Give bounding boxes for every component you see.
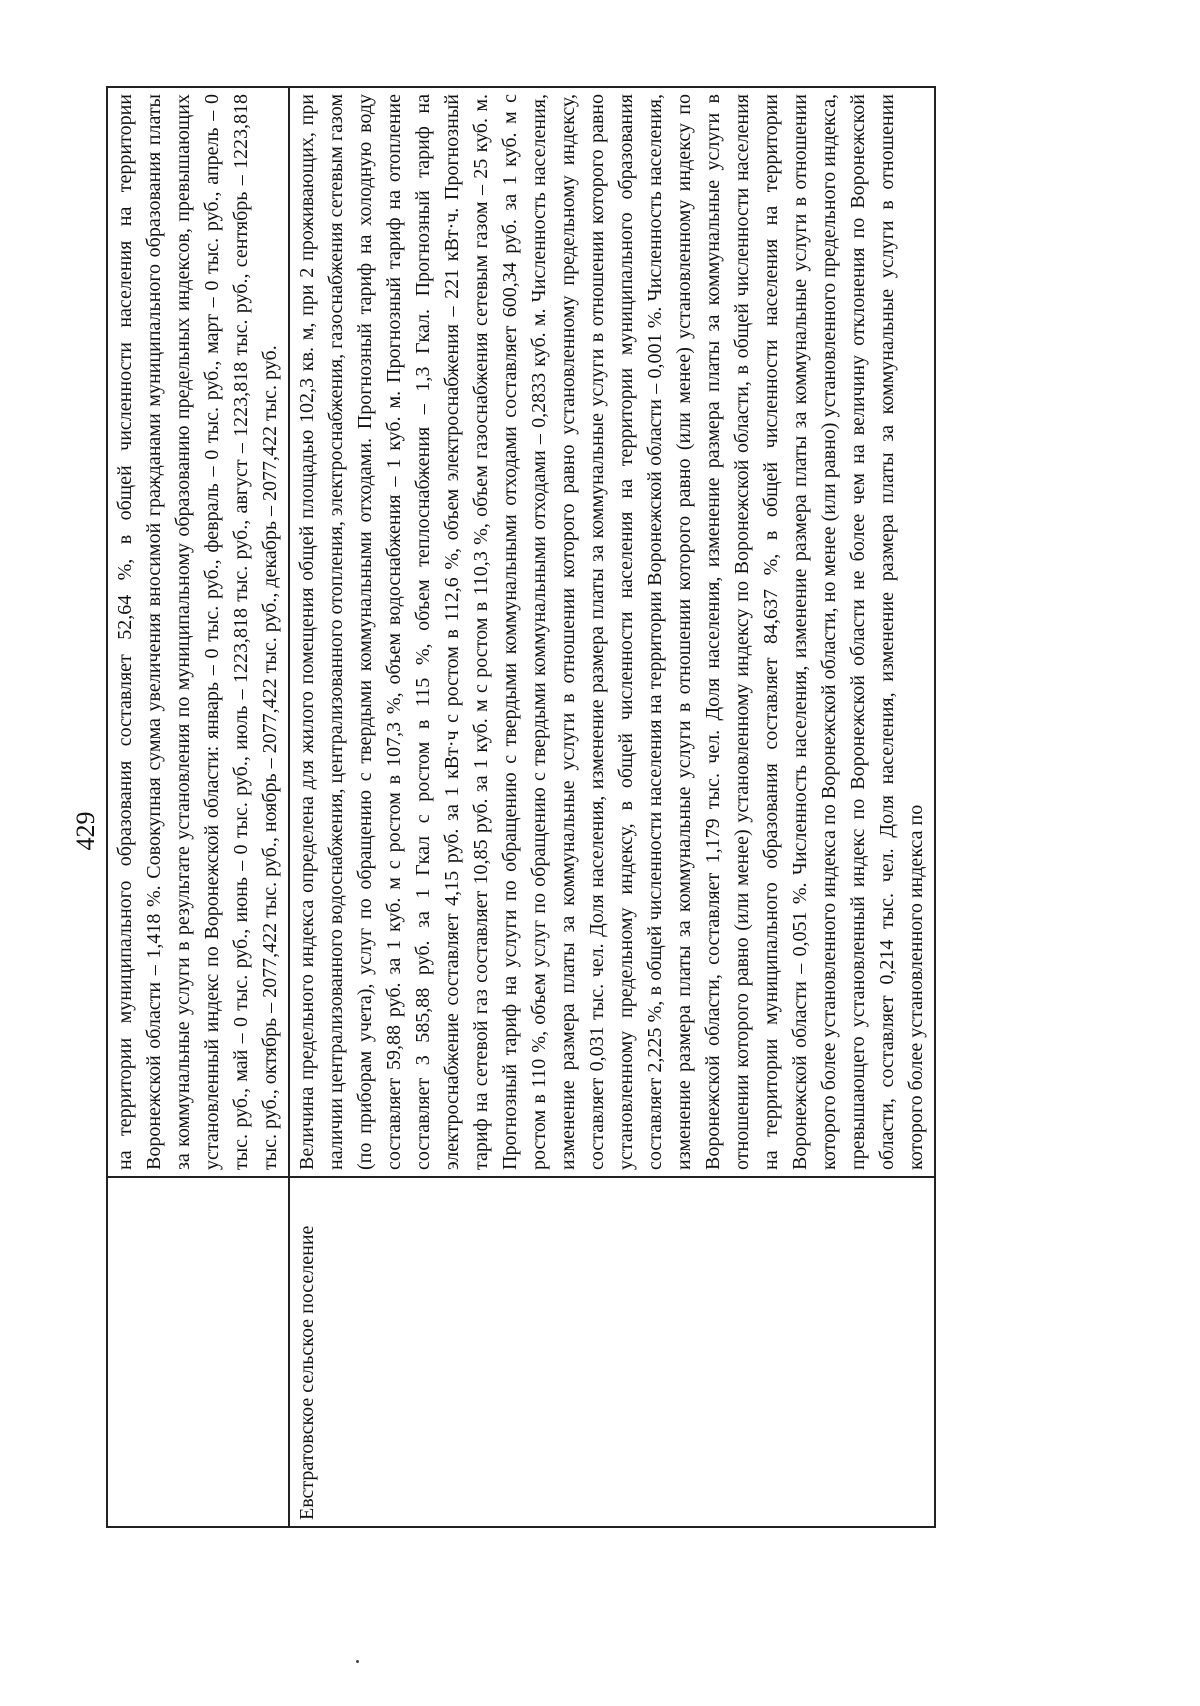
scan-speck [356, 1660, 359, 1663]
table-row [289, 87, 935, 1527]
municipality-name-cell: Евстратовское сельское поселение [289, 1177, 935, 1527]
municipality-name-cell [107, 1177, 289, 1527]
page-number: 429 [71, 811, 100, 851]
index-description-cell: на территории муниципального образования составляет 52,64 %, в общей численности населения на территории Воронежской области – 1,418 %. Совокупная сумма увеличения вносимой гражданами муниципального образования платы за коммунальные услуги в результате установления по муниципальному образованию предельных индексов, превышающих установленный индекс по Воронежской области: январь – 0 тыс. руб., февраль – 0 тыс. руб., март – 0 тыс. руб., апрель – 0 тыс. руб., май – 0 тыс. руб., июнь – 0 тыс. руб., июль – 1223,818 тыс. руб., август – 1223,818 тыс. руб., сентябрь – 1223,818 тыс. руб., октябрь – 2077,422 тыс. руб., ноябрь – 2077,422 тыс. руб., декабрь – 2077,422 тыс. руб. [107, 87, 289, 1177]
rotated-landscape-page [106, 86, 1081, 1528]
document-table [106, 86, 936, 1528]
document-table-frame [106, 86, 1081, 1528]
index-description-cell: Величина предельного индекса определена для жилого помещения общей площадью 102,3 кв. м, при 2 проживающих, при наличии централизованного водоснабжения, централизованного отопления, электроснабжения, газоснабжения сетевым газом (по приборам учета), услуг по обращению с твердыми коммунальными отходами. Прогнозный тариф на холодную воду составляет 59,88 руб. за 1 куб. м с ростом в 107,3 %, объем водоснабжения – 1 куб. м. Прогнозный тариф на отопление составляет 3 585,88 руб. за 1 Гкал с ростом в 115 %, объем теплоснабжения – 1,3 Гкал. Прогнозный тариф на электроснабжение составляет 4,15 руб. за 1 кВт·ч с ростом в 112,6 %, объем электроснабжения – 221 кВт·ч. Прогнозный тариф на сетевой газ составляет 10,85 руб. за 1 куб. м с ростом в 110,3 %, объем газоснабжения сетевым газом – 25 куб. м. Прогнозный тариф на услуги по обращению с твердыми коммунальными отходами составляет 600,34 руб. за 1 куб. м с ростом в 110 %, объем услуг по обращению с твердыми коммунальными отходами – 0,2833 куб. м. Численность населения, изменение размера платы за коммунальные услуги в отношении которого равно установленному предельному индексу, составляет 0,031 тыс. чел. Доля населения, изменение размера платы за коммунальные услуги в отношении которого равно установленному предельному индексу, в общей численности населения на территории муниципального образования составляет 2,225 %, в общей численности населения на территории Воронежской области – 0,001 %. Численность населения, изменение размера платы за коммунальные услуги в отношении которого равно (или менее) установленному индексу по Воронежской области, составляет 1,179 тыс. чел. Доля населения, изменение размера платы за коммунальные услуги в отношении которого равно (или менее) установленному индексу по Воронежской области, в общей численности населения на территории муниципального образования составляет 84,637 %, в общей численности населения на территории Воронежской области – 0,051 %. Численность населения, изменение размера платы за коммунальные услуги в отношении которого более установленного индекса по Воронежской области, но менее (или равно) установленного предельного индекса, превышающего установленный индекс по Воронежской области не более чем на величину отклонения по Воронежской области, составляет 0,214 тыс. чел. Доля населения, изменение размера платы за коммунальные услуги в отношении которого более установленного индекса по [289, 87, 935, 1177]
table-row [107, 87, 289, 1527]
